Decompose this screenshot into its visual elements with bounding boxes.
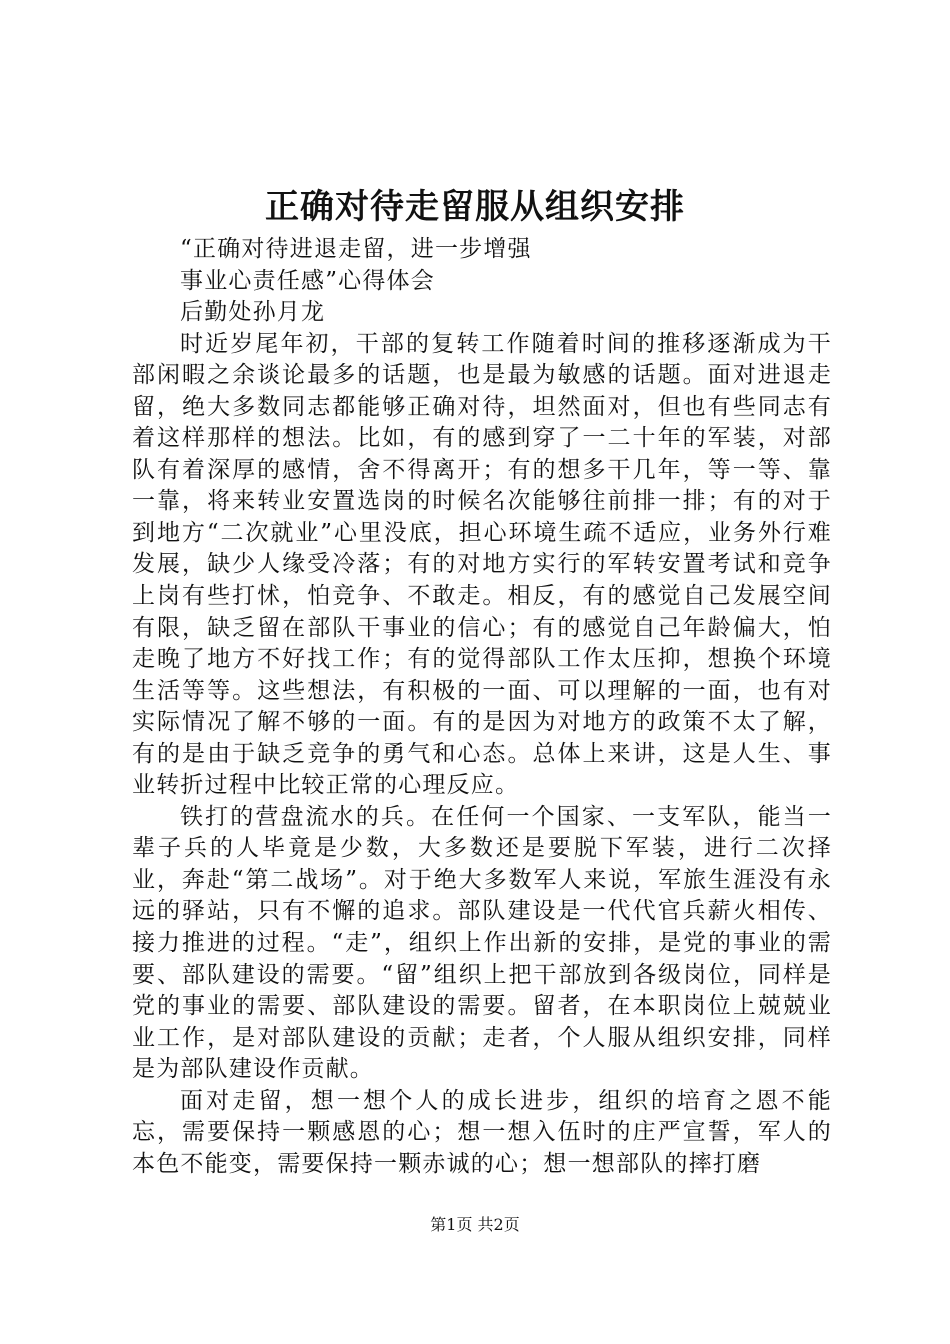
- document-body: [132, 234, 832, 1180]
- paragraph: 面对走留，想一想个人的成长进步，组织的培育之恩不能忘，需要保持一颗感恩的心；想一想入伍时的庄严宣誓，军人的本色不能变，需要保持一颗赤诚的心；想一想部队的摔打磨: [132, 1087, 832, 1177]
- subtitle-line-2: 事业心责任感”心得体会: [180, 267, 435, 294]
- page-footer: 第1页 共2页: [430, 1215, 520, 1234]
- paragraph: 时近岁尾年初，干部的复转工作随着时间的推移逐渐成为干部闲暇之余谈论最多的话题，也是最为敏感的话题。面对进退走留，绝大多数同志都能够正确对待，坦然面对，但也有些同志有着这样那样的想法。比如，有的感到穿了一二十年的军装，对部队有着深厚的感情，舍不得离开；有的想多干几年，等一等、靠一靠，将来转业安置选岗的时候名次能够往前排一排；有的对于到地方“二次就业”心里没底，担心环境生疏不适应，业务外行难发展，缺少人缘受冷落；有的对地方实行的军转安置考试和竞争上岗有些打怵，怕竞争、不敢走。相反，有的感觉自己发展空间有限，缺乏留在部队干事业的信心；有的感觉自己年龄偏大，怕走晚了地方不好找工作；有的觉得部队工作太压抑，想换个环境生活等等。这些想法，有积极的一面、可以理解的一面，也有对实际情况了解不够的一面。有的是因为对地方的政策不太了解，有的是由于缺乏竞争的勇气和心态。总体上来讲，这是人生、事业转折过程中比较正常的心理反应。: [132, 330, 832, 799]
- document-title: 正确对待走留服从组织安排: [265, 187, 685, 227]
- author-line: 后勤处孙月龙: [180, 299, 326, 326]
- subtitle-line-1: “正确对待进退走留，进一步增强: [180, 236, 532, 262]
- paragraph: 铁打的营盘流水的兵。在任何一个国家、一支军队，能当一辈子兵的人毕竟是少数，大多数还是要脱下军装，进行二次择业，奔赴“第二战场”。对于绝大多数军人来说，军旅生涯没有永远的驿站，只有不懈的追求。部队建设是一代代官兵薪火相传、接力推进的过程。“走”，组织上作出新的安排，是党的事业的需要、部队建设的需要。“留”组织上把干部放到各级岗位，同样是党的事业的需要、部队建设的需要。留者，在本职岗位上兢兢业业工作，是对部队建设的贡献；走者，个人服从组织安排，同样是为部队建设作贡献。: [132, 803, 832, 1083]
